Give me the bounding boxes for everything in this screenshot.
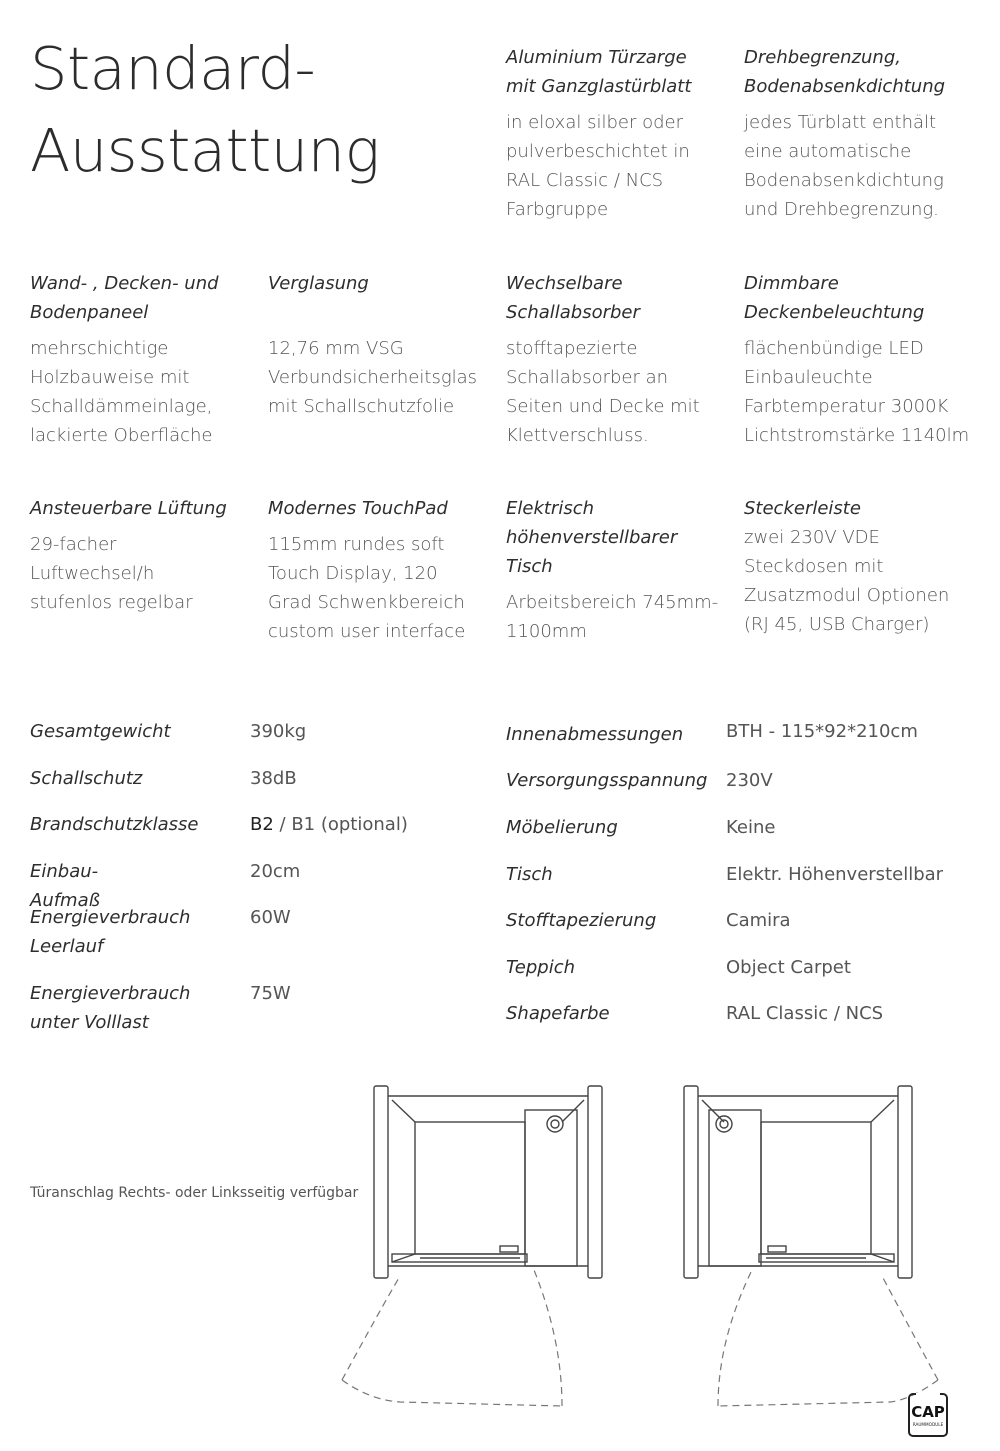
spec-value [250, 810, 408, 839]
feature-text: in eloxal silber oder pulverbeschichtet in RAL Classic / NCS Farbgruppe [506, 112, 690, 220]
spec-value: 390kg [250, 721, 307, 742]
spec-value: BTH - 115*92*210cm [726, 721, 918, 742]
feature-text: 12,76 mm VSG Verbundsicherheitsglas mit Schallschutzfolie [268, 338, 478, 417]
spec-key: Einbau-Aufmaß [30, 861, 100, 911]
spec-value: 38dB [250, 768, 297, 789]
feature-panels [30, 269, 262, 450]
feature-touchpad [268, 494, 500, 646]
spec-value: Keine [726, 817, 776, 838]
feature-glazing [268, 269, 504, 421]
title-line-2: Ausstattung [30, 116, 380, 185]
feature-text: stofftapezierte Schallabsorber an Seiten und Decke mit Klettverschluss. [506, 338, 700, 446]
feature-power-strip [744, 494, 976, 639]
spec-key: Möbelierung [506, 817, 618, 838]
title-line-1: Standard- [30, 34, 316, 103]
feature-door-frame [506, 43, 738, 224]
feature-heading: Elektrisch höhenverstellbarer Tisch [506, 498, 678, 577]
spec-key: Brandschutzklasse [30, 814, 199, 835]
spec-key: Shapefarbe [506, 1003, 610, 1024]
feature-heading: Aluminium Türzarge mit Ganzglastürblatt [506, 47, 692, 97]
spec-value: Object Carpet [726, 957, 851, 978]
spec-value: 20cm [250, 861, 301, 882]
spec-key: Tisch [506, 864, 553, 885]
spec-value: 230V [726, 770, 773, 791]
feature-rotation-limit [744, 43, 976, 224]
feature-heading: Dimmbare Deckenbeleuchtung [744, 273, 925, 323]
feature-text: zwei 230V VDE Steckdosen mit Zusatzmodul Optionen (RJ 45, USB Charger) [744, 527, 950, 635]
feature-heading: Steckerleiste [744, 498, 861, 519]
feature-text: flächenbündige LED Einbauleuchte Farbtemperatur 3000K Lichtstromstärke 1140lm [744, 338, 970, 446]
feature-text: mehrschichtige Holzbauweise mit Schalldämmeinlage, lackierte Oberfläche [30, 338, 213, 446]
feature-absorbers [506, 269, 738, 450]
page-title [30, 28, 379, 192]
floor-plan-right-icon [330, 1080, 620, 1410]
spec-key: Teppich [506, 957, 576, 978]
feature-lighting [744, 269, 984, 450]
feature-heading: Modernes TouchPad [268, 498, 448, 519]
feature-text: 29-facher Luftwechsel/h stufenlos regelbar [30, 534, 193, 613]
spec-key: Stofftapezierung [506, 910, 657, 931]
feature-heading: Wechselbare Schallabsorber [506, 273, 640, 323]
feature-text: 115mm rundes soft Touch Display, 120 Grad Schwenkbereich custom user interface [268, 534, 466, 642]
logo-sub: RAUMMODULE [912, 1422, 944, 1427]
cap-logo-icon [908, 1393, 948, 1437]
feature-heading: Ansteuerbare Lüftung [30, 498, 227, 519]
spec-value-bold: B2 [250, 814, 274, 835]
spec-key: Energieverbrauch Leerlauf [30, 907, 191, 957]
feature-text: Arbeitsbereich 745mm- 1100mm [506, 592, 719, 642]
feature-heading: Drehbegrenzung, Bodenabsenkdichtung [744, 47, 946, 97]
feature-heading: Verglasung [268, 273, 369, 294]
spec-key: Innenabmessungen [506, 724, 684, 745]
spec-value: Camira [726, 910, 791, 931]
spec-key: Gesamtgewicht [30, 721, 171, 742]
spec-value: 75W [250, 983, 291, 1004]
spec-key: Versorgungsspannung [506, 770, 708, 791]
spec-value: RAL Classic / NCS [726, 1003, 884, 1024]
door-swing-caption: Türanschlag Rechts- oder Linksseitig verfügbar [30, 1185, 359, 1201]
spec-key: Schallschutz [30, 768, 143, 789]
feature-text: jedes Türblatt enthält eine automatische Bodenabsenkdichtung und Drehbegrenzung. [744, 112, 944, 220]
feature-ventilation [30, 494, 262, 617]
feature-desk [506, 494, 738, 646]
feature-heading: Wand- , Decken- und Bodenpaneel [30, 273, 219, 323]
spec-key: Energieverbrauch unter Volllast [30, 983, 191, 1033]
logo-brand: CAP [911, 1403, 945, 1421]
spec-value: 60W [250, 907, 291, 928]
spec-value-rest: / B1 (optional) [273, 814, 408, 835]
spec-value: Elektr. Höhenverstellbar [726, 864, 944, 885]
floor-plan-left-icon [660, 1080, 960, 1410]
